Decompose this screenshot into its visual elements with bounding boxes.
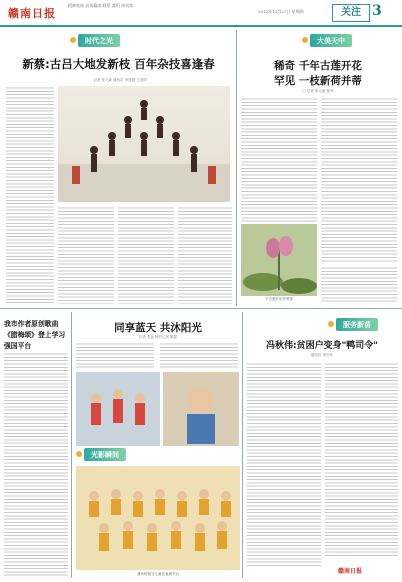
column-divider (236, 30, 237, 306)
child-smiling-illustration (163, 372, 239, 446)
page-number: 3 (372, 3, 382, 19)
song-headline-line3: 强国平台 (4, 342, 32, 350)
duck-farmer-text-col1 (247, 362, 321, 568)
children-group-photo (76, 466, 240, 570)
lotus-byline: □ 记者 张元斌 陈军 (302, 89, 334, 93)
column-divider (71, 312, 72, 578)
lotus-text-col2 (321, 97, 397, 263)
acrobatics-performers-illustration (58, 86, 230, 202)
children-text-col1 (76, 342, 154, 368)
children-group-illustration (76, 466, 240, 570)
main-headline: 新蔡:古吕大地发新枝 百年杂技喜逢春 (22, 57, 215, 71)
issue-date: 2012年12月27日 星期四 (258, 9, 304, 14)
section-label-rural: 服务新苗 (336, 318, 378, 331)
song-headline-line1: 我市作者原创歌曲 (4, 320, 59, 328)
main-article-text-col2 (58, 206, 114, 304)
children-photo-2 (163, 372, 239, 446)
lotus-headline-line2: 罕见 一枝新荷并蒂 (274, 75, 362, 87)
duck-farmer-byline: 通讯员 李向东 (310, 353, 334, 357)
main-article-text-col1 (6, 86, 54, 304)
lotus-photo-caption: 千古莲开出并蒂花 (265, 297, 293, 301)
header-rule (0, 25, 402, 27)
column-divider (242, 312, 243, 578)
group-photo-caption: 我市的留守儿童在表演节目 (137, 572, 179, 576)
lotus-headline-line1: 稀奇 千年古莲开花 (274, 60, 362, 72)
section-label-photo: 光影瞬间 (84, 448, 126, 461)
section-label-nature: 大美天中 (310, 34, 352, 47)
lotus-flower-illustration (241, 224, 317, 296)
children-byline: 记者 张远 特约记者 陈铭 (138, 335, 178, 339)
main-article-text-col4 (178, 206, 232, 304)
children-text-col2 (160, 342, 238, 368)
acrobatics-photo (58, 86, 230, 202)
children-photo-1 (76, 372, 160, 446)
children-headline: 同享蓝天 共沐阳光 (114, 322, 202, 334)
tagline: 精神家园 品读赣南 联系 我们 周刊第 (68, 3, 134, 8)
main-article-text-col3 (118, 206, 174, 304)
lotus-text-col3 (321, 266, 397, 302)
section-title: 关注 (332, 4, 370, 22)
newspaper-logo: 赣南日报 (8, 7, 56, 20)
song-article-text (4, 352, 68, 576)
main-byline: 记者 张元斌 通讯员 李建团 王爱国 (93, 78, 147, 82)
duck-farmer-headline: 冯秋伟:贫困户变身"鸭司令" (266, 341, 378, 351)
children-performing-illustration (76, 372, 160, 446)
duck-farmer-text-col2 (325, 362, 398, 558)
song-headline-line2: 《腊梅颂》登上学习 (4, 331, 66, 339)
horizontal-divider (0, 308, 402, 309)
section-label-era: 时代之光 (78, 34, 120, 47)
lotus-photo (241, 224, 317, 296)
footer-logo: 赣南日报 (338, 568, 363, 575)
masthead (0, 0, 402, 26)
